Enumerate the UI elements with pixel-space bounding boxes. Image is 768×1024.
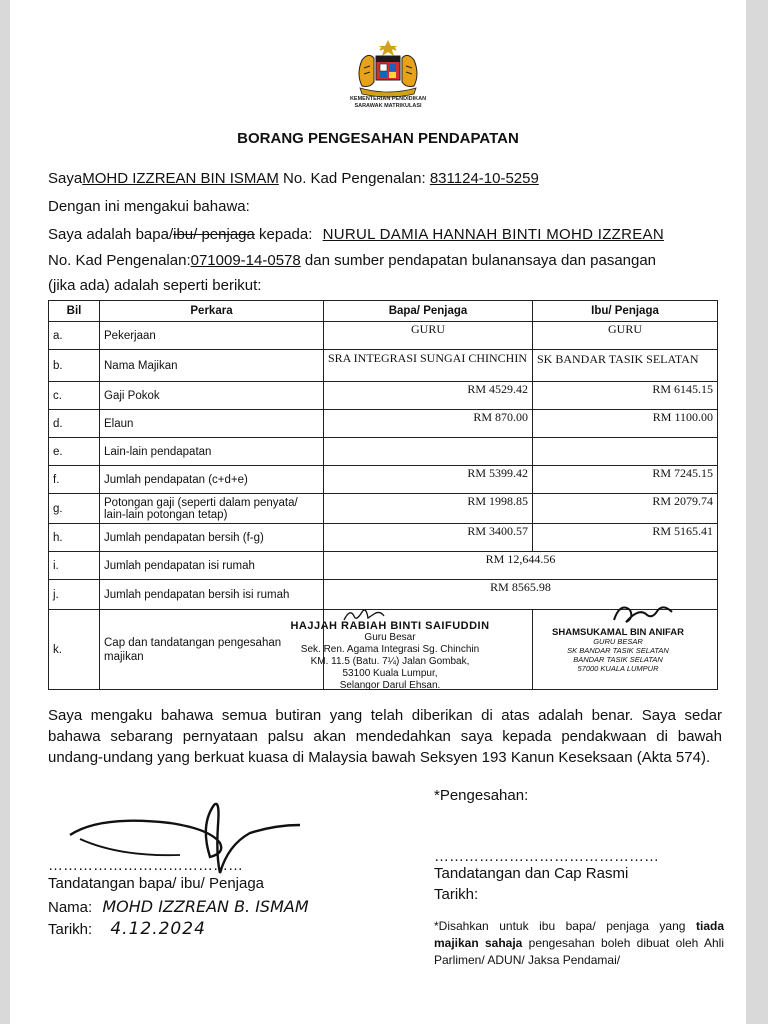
footnote	[434, 918, 724, 969]
row-bil: f.	[49, 466, 100, 494]
row-bapa-value: GURU	[324, 322, 533, 350]
header-ibu: Ibu/ Penjaga	[533, 301, 718, 322]
pengesahan-label: *Pengesahan:	[434, 787, 529, 804]
row-bil: i.	[49, 552, 100, 580]
row-bil: e.	[49, 438, 100, 466]
ministry-name	[310, 96, 466, 110]
relation-struck: ibu/ penjaga	[173, 226, 255, 243]
nama-handwritten: MOHD IZZREAN B. ISMAM	[102, 897, 309, 916]
employer-signature-ibu	[608, 598, 678, 628]
table-row	[49, 552, 718, 580]
row-perkara: Jumlah pendapatan isi rumah	[100, 552, 324, 580]
row-perkara: Lain-lain pendapatan	[100, 438, 324, 466]
row-ibu-value: GURU	[533, 322, 718, 350]
row-ibu-value: RM 6145.15	[533, 382, 718, 410]
stamp-ibu-line1: SK BANDAR TASIK SELATAN	[567, 646, 669, 655]
ministry-line-1: KEMENTERIAN PENDIDIKAN	[349, 96, 427, 102]
tarikh-handwritten: 4.12.2024	[110, 919, 206, 939]
header-perkara: Perkara	[100, 301, 324, 322]
row-ibu-value: RM 5165.41	[533, 524, 718, 552]
row-ibu-value: RM 2079.74	[533, 494, 718, 524]
row-perkara: Potongan gaji (seperti dalam penyata/ lain-lain potongan tetap)	[100, 494, 324, 524]
signature-dots-right: ………………………………………	[434, 848, 659, 865]
footnote-prefix: *Disahkan untuk ibu bapa/ penjaga yang	[434, 919, 696, 933]
table-row	[49, 494, 718, 524]
stamp-bapa-line4: Selangor Darul Ehsan.	[339, 680, 441, 691]
employer-stamp-bapa	[270, 606, 510, 692]
child-ic-label: No. Kad Pengenalan:	[48, 252, 191, 269]
intro-line-3	[48, 226, 664, 243]
intro-line-5: (jika ada) adalah seperti berikut:	[48, 277, 262, 294]
signature-label-left: Tandatangan bapa/ ibu/ Penjaga	[48, 875, 265, 892]
stamp-ibu-name: SHAMSUKAMAL BIN ANIFAR	[552, 627, 684, 638]
row-bapa-value: RM 1998.85	[324, 494, 533, 524]
row-bapa-value: SRA INTEGRASI SUNGAI CHINCHIN	[324, 350, 533, 382]
table-header-row	[49, 301, 718, 322]
table-row	[49, 322, 718, 350]
row-ibu-value: SK BANDAR TASIK SELATAN	[533, 350, 718, 382]
row-ibu-value	[533, 438, 718, 466]
parent-ic-number: 831124-10-5259	[429, 170, 539, 187]
child-name: NURUL DAMIA HANNAH BINTI MOHD IZZREAN	[322, 226, 664, 243]
tarikh-label-left: Tarikh:	[48, 921, 93, 938]
stamp-ibu-role: GURU BESAR	[593, 637, 643, 646]
ic-label: No. Kad Pengenalan:	[283, 170, 426, 187]
table-row	[49, 466, 718, 494]
declaration-text: Saya mengaku bahawa semua butiran yang telah diberikan di atas adalah benar. Saya sedar bahawa sebarang pernyataan palsu akan mendedahkan saya kepada pendakwaan di bawah undang-undang yang berkuat kuasa di Malaysia bawah Seksyen 193 Kanun Keseksaan (Akta 574).	[48, 707, 722, 766]
income-source-text: dan sumber pendapatan bulanansaya dan pasangan	[304, 252, 657, 269]
row-perkara: Cap dan tandatangan pengesahan majikan	[100, 610, 324, 690]
saya-label: Saya	[48, 170, 83, 187]
footnote-suffix: pengesahan boleh dibuat oleh Ahli Parlimen/ ADUN/ Jaksa Pendamai/	[434, 936, 725, 967]
intro-line-1	[48, 170, 539, 187]
row-bil: g.	[49, 494, 100, 524]
child-ic-number: 071009-14-0578	[190, 252, 301, 269]
table-row	[49, 382, 718, 410]
intro-line-4	[48, 252, 656, 269]
parent-name: MOHD IZZREAN BIN ISMAM	[82, 170, 279, 187]
row-perkara: Jumlah pendapatan (c+d+e)	[100, 466, 324, 494]
tarikh-label-right: Tarikh:	[434, 886, 479, 903]
row-bil: k.	[49, 610, 100, 690]
row-bil: c.	[49, 382, 100, 410]
ministry-line-2: SARAWAK MATRIKULASI	[354, 103, 422, 109]
row-bapa-value: RM 4529.42	[324, 382, 533, 410]
nama-label: Nama:	[48, 899, 93, 916]
stamp-bapa-line2: KM. 11.5 (Batu. 7¼) Jalan Gombak,	[310, 656, 470, 667]
signature-label-right: Tandatangan dan Cap Rasmi	[434, 865, 629, 882]
row-perkara: Jumlah pendapatan bersih isi rumah	[100, 580, 324, 610]
stamp-bapa-name: HAJJAH RABIAH BINTI SAIFUDDIN	[290, 620, 490, 632]
stamp-bapa-role: Guru Besar	[364, 632, 416, 643]
intro-line-2: Dengan ini mengakui bahawa:	[48, 198, 250, 215]
document-page	[10, 0, 746, 1024]
row-perkara: Gaji Pokok	[100, 382, 324, 410]
footnote-bold: tiada majikan sahaja	[434, 919, 724, 950]
relation-suffix: kepada:	[259, 226, 313, 243]
row-ibu-value: RM 1100.00	[533, 410, 718, 438]
header-bapa: Bapa/ Penjaga	[324, 301, 533, 322]
table-row	[49, 410, 718, 438]
row-bil: b.	[49, 350, 100, 382]
parent-name-line	[48, 897, 309, 916]
row-bil: a.	[49, 322, 100, 350]
row-bil: d.	[49, 410, 100, 438]
table-row	[49, 350, 718, 382]
household-net-income-value: RM 8565.98	[324, 580, 718, 610]
row-perkara: Nama Majikan	[100, 350, 324, 382]
stamp-ibu-line2: BANDAR TASIK SELATAN	[573, 655, 663, 664]
header-bil: Bil	[49, 301, 100, 322]
row-bil: h.	[49, 524, 100, 552]
stamp-bapa-line1: Sek. Ren. Agama Integrasi Sg. Chinchin	[300, 644, 480, 655]
row-perkara: Jumlah pendapatan bersih (f-g)	[100, 524, 324, 552]
stamp-bapa-line3: 53100 Kuala Lumpur,	[342, 668, 438, 679]
row-bapa-value: RM 870.00	[324, 410, 533, 438]
household-income-value: RM 12,644.56	[324, 552, 718, 580]
row-bapa-value: RM 5399.42	[324, 466, 533, 494]
row-bil: j.	[49, 580, 100, 610]
signature-dots-left: …………………………………	[48, 857, 243, 874]
table-row	[49, 524, 718, 552]
row-perkara: Elaun	[100, 410, 324, 438]
stamp-ibu-line3: 57000 KUALA LUMPUR	[577, 664, 659, 673]
relation-prefix: Saya adalah bapa/	[48, 226, 174, 243]
row-perkara: Pekerjaan	[100, 322, 324, 350]
table-row	[49, 438, 718, 466]
row-bapa-value	[324, 438, 533, 466]
date-line-left	[48, 919, 206, 939]
row-ibu-value: RM 7245.15	[533, 466, 718, 494]
form-title: BORANG PENGESAHAN PENDAPATAN	[237, 130, 519, 147]
row-bapa-value: RM 3400.57	[324, 524, 533, 552]
employer-stamp-ibu	[528, 628, 708, 673]
